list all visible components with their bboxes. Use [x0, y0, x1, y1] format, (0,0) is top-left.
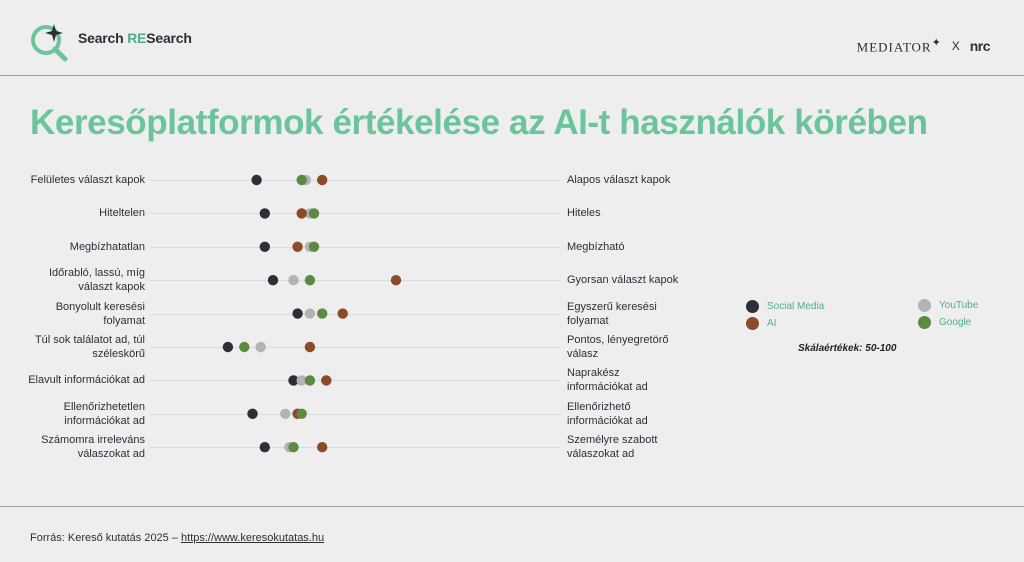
dot-youtube [305, 308, 315, 318]
dot-google [288, 442, 298, 452]
mediator-logo: MEDIATOR✦ [856, 37, 942, 55]
dot-youtube [256, 342, 266, 352]
dot-ai [317, 442, 327, 452]
row-label-left: Felületes választ kapok [30, 174, 145, 186]
dot-youtube [288, 275, 298, 285]
row-label-right: Megbízható [567, 240, 625, 253]
row-label-right: Ellenőrizhető információkat ad [567, 400, 648, 427]
dot-social-media [260, 442, 270, 452]
row-label-left: Számomra irreleváns válaszokat ad [41, 434, 145, 461]
dot-ai [317, 175, 327, 185]
dot-ai [391, 275, 401, 285]
partner-separator: X [951, 38, 960, 53]
brand-name: Search RESearch [78, 30, 192, 46]
dot-ai [292, 242, 302, 252]
dot-google [305, 275, 315, 285]
dot-google [317, 308, 327, 318]
footer-divider [0, 506, 1024, 507]
row-label-left: Hiteltelen [99, 207, 145, 220]
legend-dot-youtube [918, 299, 931, 312]
scale-note: Skálaértékek: 50-100 [798, 343, 897, 354]
legend-dot-ai [746, 317, 759, 330]
row-label-right: Személyre szabott válaszokat ad [567, 434, 658, 461]
dot-social-media [268, 275, 278, 285]
dot-google [297, 175, 307, 185]
row-label-left: Megbízhatatlan [69, 240, 145, 253]
row-label-left: Ellenőrizhetetlen információkat ad [63, 400, 145, 427]
dot-google [239, 342, 249, 352]
row-label-left: Időrabló, lassú, míg választ kapok [49, 267, 145, 294]
dot-social-media [292, 308, 302, 318]
legend-dot-google [918, 316, 931, 329]
source-prefix: Forrás: Kereső kutatás 2025 – [30, 532, 182, 544]
dot-google [305, 375, 315, 385]
dot-social-media [251, 175, 261, 185]
dot-social-media [223, 342, 233, 352]
row-label-left: Elavult információkat ad [28, 374, 145, 387]
source-note [30, 532, 324, 544]
source-link[interactable]: https://www.keresokutatas.hu [181, 532, 325, 544]
dot-google [297, 409, 307, 419]
dot-ai [338, 308, 348, 318]
row-label-right: Alapos választ kapok [567, 174, 671, 186]
legend-dot-social-media [746, 300, 759, 313]
row-label-right: Naprakész információkat ad [567, 367, 648, 394]
dot-youtube [280, 409, 290, 419]
legend-label-youtube: YouTube [939, 300, 979, 311]
dot-social-media [247, 409, 257, 419]
row-label-right: Pontos, lényegretörő válasz [567, 334, 669, 360]
dot-social-media [260, 208, 270, 218]
nrc-logo: nrc [969, 37, 990, 54]
row-label-left: Bonyolult keresési folyamat [55, 300, 145, 327]
legend-label-google: Google [939, 317, 972, 328]
dot-ai [297, 208, 307, 218]
legend-item-social-media [746, 300, 824, 313]
legend-label-social-media: Social Media [767, 301, 825, 312]
legend-item-ai [746, 317, 776, 330]
legend-item-youtube [918, 299, 978, 312]
dot-google [309, 208, 319, 218]
legend-item-google [918, 316, 971, 329]
row-label-right: Gyorsan választ kapok [567, 274, 679, 287]
dot-ai [321, 375, 331, 385]
row-label-right: Hiteles [567, 207, 601, 220]
dot-ai [305, 342, 315, 352]
row-label-left: Túl sok találatot ad, túl széleskörű [34, 334, 145, 360]
row-label-right: Egyszerű keresési folyamat [567, 300, 657, 327]
dot-google [309, 242, 319, 252]
legend-label-ai: AI [767, 318, 777, 329]
page-title: Keresőplatformok értékelése az AI-t használók körében [30, 103, 928, 142]
dot-social-media [260, 242, 270, 252]
